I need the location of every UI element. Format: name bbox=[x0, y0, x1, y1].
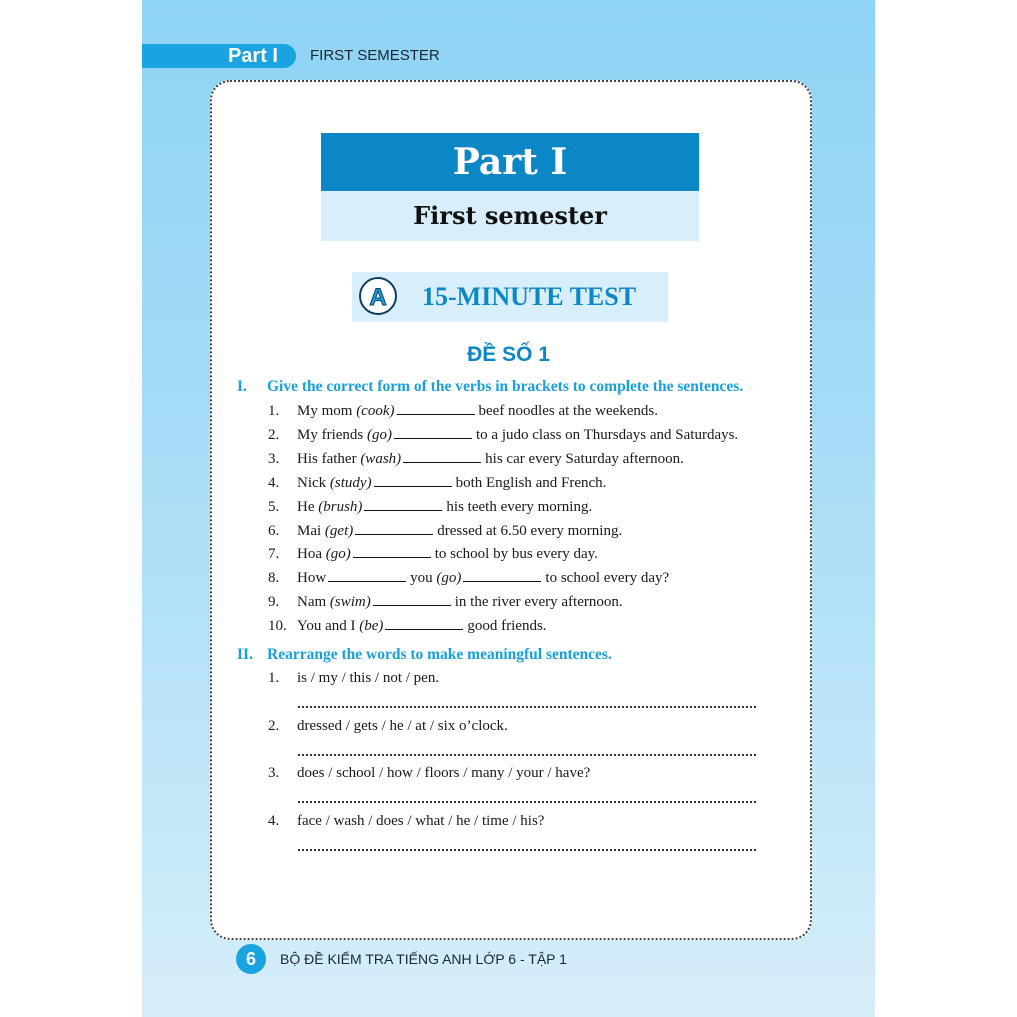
answer-dotted-line[interactable] bbox=[298, 754, 756, 756]
badge-letter: A bbox=[369, 284, 387, 311]
item-number: 4. bbox=[268, 475, 280, 491]
item-text: his teeth every morning. bbox=[446, 499, 593, 515]
answer-dotted-line[interactable] bbox=[298, 706, 756, 708]
verb-hint: (study) bbox=[329, 475, 372, 491]
exercise-item bbox=[268, 401, 658, 421]
answer-blank[interactable] bbox=[374, 473, 452, 487]
letter-a-badge-icon bbox=[358, 276, 398, 316]
item-number: 3. bbox=[268, 765, 280, 781]
exercise-item bbox=[268, 425, 738, 445]
answer-blank[interactable] bbox=[328, 568, 406, 582]
item-text: good friends. bbox=[467, 618, 547, 634]
item-text: to school every day? bbox=[545, 570, 670, 586]
exercise-item bbox=[268, 473, 606, 493]
item-text: How bbox=[297, 570, 327, 586]
item-text: My mom bbox=[297, 403, 357, 419]
answer-blank[interactable] bbox=[353, 544, 431, 558]
answer-blank[interactable] bbox=[397, 401, 475, 415]
item-number: 1. bbox=[268, 670, 280, 686]
item-text: is / my / this / not / pen. bbox=[297, 670, 440, 686]
test-number-heading: ĐỀ SỐ 1 bbox=[467, 343, 550, 366]
item-text: in the river every afternoon. bbox=[454, 594, 623, 610]
verb-hint: (wash) bbox=[360, 451, 402, 467]
header-part-tab bbox=[142, 44, 296, 68]
item-text: His father bbox=[297, 451, 361, 467]
exercise-item bbox=[268, 497, 592, 517]
item-text: Nam bbox=[297, 594, 330, 610]
verb-hint: (brush) bbox=[318, 499, 363, 515]
answer-blank[interactable] bbox=[373, 592, 451, 606]
verb-hint: (go) bbox=[436, 570, 462, 586]
item-number: 1. bbox=[268, 403, 280, 419]
item-number: 8. bbox=[268, 570, 280, 586]
part-title: Part I bbox=[321, 133, 699, 191]
answer-blank[interactable] bbox=[364, 497, 442, 511]
exercise-item bbox=[268, 544, 598, 564]
answer-dotted-line[interactable] bbox=[298, 849, 756, 851]
section-2-numeral: II. bbox=[237, 646, 253, 663]
item-number: 3. bbox=[268, 451, 280, 467]
header-part-label: Part I bbox=[227, 45, 278, 67]
verb-hint: (go) bbox=[367, 427, 392, 443]
item-number: 5. bbox=[268, 499, 280, 515]
item-number: 2. bbox=[268, 427, 280, 443]
item-text: to school by bus every day. bbox=[434, 546, 598, 562]
section-1-numeral: I. bbox=[237, 378, 247, 395]
answer-blank[interactable] bbox=[385, 616, 463, 630]
item-text: his car every Saturday afternoon. bbox=[485, 451, 684, 467]
item-text: Mai bbox=[297, 523, 325, 539]
header-section-title: FIRST SEMESTER bbox=[310, 47, 440, 64]
test-banner bbox=[352, 272, 668, 322]
answer-blank[interactable] bbox=[403, 449, 481, 463]
answer-blank[interactable] bbox=[355, 521, 433, 535]
answer-dotted-line[interactable] bbox=[298, 801, 756, 803]
answer-blank[interactable] bbox=[394, 425, 472, 439]
exercise-item bbox=[268, 521, 622, 541]
section-2-instruction: Rearrange the words to make meaningful sentences. bbox=[267, 646, 612, 663]
verb-hint: (get) bbox=[324, 523, 354, 539]
item-text: does / school / how / floors / many / your / have? bbox=[297, 765, 591, 781]
rearrange-item bbox=[268, 716, 508, 736]
item-text: face / wash / does / what / he / time / his? bbox=[297, 813, 545, 829]
item-number: 4. bbox=[268, 813, 280, 829]
item-text: you bbox=[410, 570, 437, 586]
item-number: 6. bbox=[268, 523, 280, 539]
verb-hint: (go) bbox=[325, 546, 351, 562]
rearrange-item bbox=[268, 668, 439, 688]
item-text: dressed / gets / he / at / six o’clock. bbox=[297, 718, 508, 734]
item-number: 9. bbox=[268, 594, 280, 610]
rearrange-item bbox=[268, 763, 590, 783]
section-1-instruction: Give the correct form of the verbs in brackets to complete the sentences. bbox=[267, 378, 744, 395]
item-text: dressed at 6.50 every morning. bbox=[437, 523, 623, 539]
page-number: 6 bbox=[236, 944, 266, 974]
item-number: 10. bbox=[268, 618, 287, 634]
exercise-item bbox=[268, 616, 547, 636]
test-title: 15-MINUTE TEST bbox=[422, 282, 637, 311]
item-text: beef noodles at the weekends. bbox=[478, 403, 659, 419]
exercise-item bbox=[268, 592, 623, 612]
verb-hint: (cook) bbox=[356, 403, 395, 419]
item-text: He bbox=[297, 499, 319, 515]
rearrange-item bbox=[268, 811, 544, 831]
item-text: My friends bbox=[297, 427, 367, 443]
item-number: 7. bbox=[268, 546, 280, 562]
item-text: Nick bbox=[297, 475, 330, 491]
footer-book-title: BỘ ĐỀ KIỂM TRA TIẾNG ANH LỚP 6 - TẬP 1 bbox=[280, 951, 567, 967]
item-text: both English and French. bbox=[455, 475, 607, 491]
item-text: to a judo class on Thursdays and Saturdays. bbox=[476, 427, 739, 443]
item-text: You and I bbox=[297, 618, 360, 634]
exercise-item bbox=[268, 449, 684, 469]
exercise-item bbox=[268, 568, 669, 588]
verb-hint: (swim) bbox=[329, 594, 371, 610]
answer-blank[interactable] bbox=[463, 568, 541, 582]
semester-title: First semester bbox=[321, 191, 699, 241]
item-number: 2. bbox=[268, 718, 280, 734]
verb-hint: (be) bbox=[359, 618, 384, 634]
item-text: Hoa bbox=[297, 546, 326, 562]
